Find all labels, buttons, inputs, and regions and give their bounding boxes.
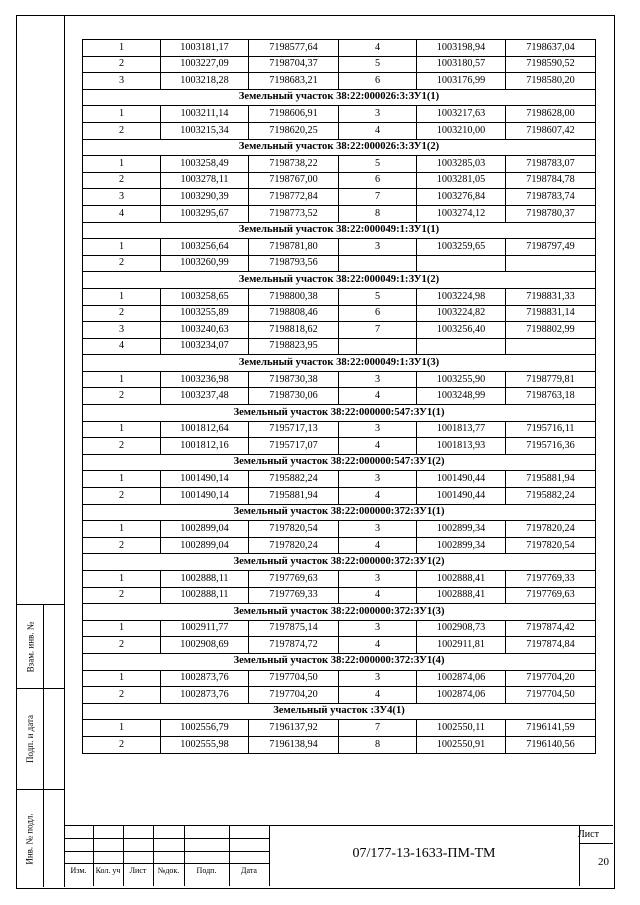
table-cell: 3 (83, 73, 161, 90)
table-cell: 1001490,44 (417, 471, 506, 488)
table-cell: 7 (339, 322, 417, 339)
table-row (83, 587, 596, 604)
table-cell: 1002556,79 (161, 720, 249, 737)
table-cell: 7198704,37 (249, 56, 339, 73)
section-title: Земельный участок 38:22:000000:372:ЗУ1(4) (83, 653, 596, 670)
section-header-row (83, 89, 596, 106)
table-cell: 1003256,64 (161, 239, 249, 256)
table-cell: 7198590,52 (506, 56, 596, 73)
table-cell: 1003281,05 (417, 172, 506, 189)
table-cell: 7197820,54 (249, 521, 339, 538)
table-cell: 1003255,90 (417, 371, 506, 388)
table-cell (417, 338, 506, 355)
table-row (83, 670, 596, 687)
table-cell: 1 (83, 239, 161, 256)
document-code: 07/177-13-1633-ПМ-ТМ (352, 846, 496, 861)
replace-inv-label: Взам. инв. № (25, 621, 35, 672)
table-row (83, 156, 596, 173)
table-cell: 4 (339, 40, 417, 57)
table-cell: 5 (339, 56, 417, 73)
table-cell: 7198779,81 (506, 371, 596, 388)
table-cell: 1 (83, 521, 161, 538)
table-cell: 7198767,00 (249, 172, 339, 189)
table-cell: 1001812,64 (161, 421, 249, 438)
section-header-row (83, 604, 596, 621)
table-cell: 4 (339, 488, 417, 505)
table-row (83, 172, 596, 189)
table-cell: 1002908,73 (417, 620, 506, 637)
table-cell: 4 (339, 587, 417, 604)
signature-label: Подп. (196, 866, 217, 875)
table-cell: 3 (339, 521, 417, 538)
table-row (83, 388, 596, 405)
table-cell: 2 (83, 305, 161, 322)
table-row (83, 40, 596, 57)
table-cell: 1002550,91 (417, 736, 506, 753)
table-cell: 4 (83, 338, 161, 355)
table-cell: 2 (83, 587, 161, 604)
table-cell: 8 (339, 205, 417, 222)
table-cell: 7198730,38 (249, 371, 339, 388)
table-cell: 2 (83, 488, 161, 505)
table-cell: 7198823,95 (249, 338, 339, 355)
table-cell: 2 (83, 438, 161, 455)
count-label: Кол. уч (95, 866, 121, 875)
table-cell: 1003198,94 (417, 40, 506, 57)
table-cell: 7 (339, 189, 417, 206)
table-cell: 1003255,89 (161, 305, 249, 322)
section-title: Земельный участок 38:22:000026:3:ЗУ1(2) (83, 139, 596, 156)
table-row (83, 371, 596, 388)
table-cell: 1002874,06 (417, 687, 506, 704)
section-title: Земельный участок 38:22:000000:372:ЗУ1(2) (83, 554, 596, 571)
table-cell: 1003278,11 (161, 172, 249, 189)
table-cell: 1003295,67 (161, 205, 249, 222)
table-cell (417, 255, 506, 272)
table-row (83, 322, 596, 339)
table-cell: 3 (83, 189, 161, 206)
table-cell: 3 (339, 421, 417, 438)
section-title: Земельный участок :ЗУ4(1) (83, 703, 596, 720)
section-title: Земельный участок 38:22:000000:372:ЗУ1(3) (83, 604, 596, 621)
section-header-row (83, 703, 596, 720)
table-cell: 7198607,42 (506, 122, 596, 139)
table-cell: 1002874,06 (417, 670, 506, 687)
table-cell: 3 (339, 471, 417, 488)
table-cell: 7197704,50 (249, 670, 339, 687)
table-cell: 7198763,18 (506, 388, 596, 405)
table-cell: 4 (339, 537, 417, 554)
table-cell: 7198620,25 (249, 122, 339, 139)
section-title: Земельный участок 38:22:000049:1:ЗУ1(1) (83, 222, 596, 239)
table-cell: 4 (339, 687, 417, 704)
sign-date-label: Подп. и дата (25, 714, 35, 764)
table-cell: 1002888,41 (417, 571, 506, 588)
section-header-row (83, 222, 596, 239)
table-row (83, 122, 596, 139)
table-row (83, 421, 596, 438)
table-cell: 6 (339, 172, 417, 189)
table-cell: 1002911,77 (161, 620, 249, 637)
table-cell: 1002908,69 (161, 637, 249, 654)
table-cell: 3 (339, 106, 417, 123)
table-cell: 1001490,14 (161, 471, 249, 488)
table-cell: 1 (83, 156, 161, 173)
table-row (83, 338, 596, 355)
table-cell: 7195716,11 (506, 421, 596, 438)
table-row (83, 56, 596, 73)
table-cell: 1002899,04 (161, 521, 249, 538)
table-cell: 1001813,93 (417, 438, 506, 455)
table-cell: 1003180,57 (417, 56, 506, 73)
table-row (83, 205, 596, 222)
table-cell: 2 (83, 172, 161, 189)
section-title: Земельный участок 38:22:000049:1:ЗУ1(3) (83, 355, 596, 372)
replace-inv-cell (16, 604, 64, 688)
table-row (83, 620, 596, 637)
section-title: Земельный участок 38:22:000000:547:ЗУ1(2) (83, 454, 596, 471)
table-cell: 7198808,46 (249, 305, 339, 322)
table-cell: 2 (83, 56, 161, 73)
table-row (83, 106, 596, 123)
table-cell (339, 338, 417, 355)
table-cell: 7198772,84 (249, 189, 339, 206)
table-cell: 1 (83, 288, 161, 305)
section-title: Земельный участок 38:22:000026:3:ЗУ1(1) (83, 89, 596, 106)
section-header-row (83, 504, 596, 521)
table-cell: 1003181,17 (161, 40, 249, 57)
table-cell: 1003248,99 (417, 388, 506, 405)
table-cell: 5 (339, 288, 417, 305)
table-row (83, 305, 596, 322)
section-header-row (83, 355, 596, 372)
section-title: Земельный участок 38:22:000000:547:ЗУ1(1) (83, 405, 596, 422)
table-cell: 2 (83, 255, 161, 272)
table-cell: 7198793,56 (249, 255, 339, 272)
section-title: Земельный участок 38:22:000000:372:ЗУ1(1) (83, 504, 596, 521)
table-cell: 7198773,52 (249, 205, 339, 222)
table-cell: 1002888,41 (417, 587, 506, 604)
table-cell: 1003260,99 (161, 255, 249, 272)
table-cell: 7198783,74 (506, 189, 596, 206)
table-row (83, 288, 596, 305)
section-header-row (83, 272, 596, 289)
table-cell: 7195717,13 (249, 421, 339, 438)
table-cell (339, 255, 417, 272)
table-cell: 3 (83, 322, 161, 339)
table-cell: 1003236,98 (161, 371, 249, 388)
table-cell: 1002888,11 (161, 571, 249, 588)
table-cell: 3 (339, 371, 417, 388)
table-cell: 7197704,50 (506, 687, 596, 704)
table-cell: 2 (83, 388, 161, 405)
table-cell: 3 (339, 571, 417, 588)
table-cell: 1002899,34 (417, 521, 506, 538)
sheet-number: 20 (598, 856, 609, 868)
table-cell: 1003210,00 (417, 122, 506, 139)
table-cell: 7198637,04 (506, 40, 596, 57)
table-row (83, 189, 596, 206)
table-cell: 1001490,14 (161, 488, 249, 505)
table-cell: 7195716,36 (506, 438, 596, 455)
table-cell: 7197704,20 (506, 670, 596, 687)
table-cell: 2 (83, 637, 161, 654)
table-cell: 1003258,49 (161, 156, 249, 173)
table-cell: 1 (83, 720, 161, 737)
table-cell: 1002873,76 (161, 670, 249, 687)
table-cell: 1 (83, 471, 161, 488)
table-cell: 4 (339, 438, 417, 455)
table-cell: 7196138,94 (249, 736, 339, 753)
table-cell: 4 (83, 205, 161, 222)
table-cell: 1003217,63 (417, 106, 506, 123)
table-cell: 8 (339, 736, 417, 753)
table-cell: 6 (339, 73, 417, 90)
table-cell: 1 (83, 106, 161, 123)
sign-date-cell (16, 688, 64, 789)
table-row (83, 471, 596, 488)
table-cell: 7197704,20 (249, 687, 339, 704)
table-cell: 3 (339, 620, 417, 637)
table-cell: 1001490,44 (417, 488, 506, 505)
orig-inv-label: Инв. № подл. (25, 812, 35, 865)
sheet-label: Лист (578, 829, 599, 840)
table-cell: 4 (339, 388, 417, 405)
table-cell: 7198797,49 (506, 239, 596, 256)
table-cell: 1003237,48 (161, 388, 249, 405)
section-header-row (83, 653, 596, 670)
table-cell: 1003218,28 (161, 73, 249, 90)
table-cell: 7198780,37 (506, 205, 596, 222)
table-cell: 4 (339, 637, 417, 654)
table-cell: 1 (83, 670, 161, 687)
table-cell: 7196140,56 (506, 736, 596, 753)
section-header-row (83, 139, 596, 156)
table-cell: 7198818,62 (249, 322, 339, 339)
table-cell: 7197874,72 (249, 637, 339, 654)
table-cell: 1003224,82 (417, 305, 506, 322)
table-cell: 1 (83, 40, 161, 57)
table-cell: 7198802,99 (506, 322, 596, 339)
table-cell: 7198784,78 (506, 172, 596, 189)
table-cell: 7198783,07 (506, 156, 596, 173)
table-cell: 7195881,94 (249, 488, 339, 505)
table-cell: 4 (339, 122, 417, 139)
table-cell (506, 338, 596, 355)
table-cell: 1001812,16 (161, 438, 249, 455)
table-row (83, 637, 596, 654)
table-cell: 7197820,24 (506, 521, 596, 538)
table-cell: 7198831,14 (506, 305, 596, 322)
table-cell: 1002911,81 (417, 637, 506, 654)
table-cell: 1003259,65 (417, 239, 506, 256)
table-row (83, 736, 596, 753)
table-cell: 1002873,76 (161, 687, 249, 704)
table-cell: 1003274,12 (417, 205, 506, 222)
table-cell: 2 (83, 687, 161, 704)
table-cell: 7197769,63 (249, 571, 339, 588)
table-cell: 1003227,09 (161, 56, 249, 73)
table-cell: 1003215,34 (161, 122, 249, 139)
table-cell: 1003234,07 (161, 338, 249, 355)
table-cell: 1002899,04 (161, 537, 249, 554)
table-cell: 7197820,54 (506, 537, 596, 554)
table-cell: 2 (83, 537, 161, 554)
coordinates-table (82, 39, 596, 754)
table-cell: 7198580,20 (506, 73, 596, 90)
table-cell: 7197820,24 (249, 537, 339, 554)
table-row (83, 488, 596, 505)
table-cell: 7198628,00 (506, 106, 596, 123)
table-row (83, 438, 596, 455)
table-cell: 1003224,98 (417, 288, 506, 305)
coordinates-table-body (83, 40, 596, 754)
table-cell: 7197874,84 (506, 637, 596, 654)
table-cell: 3 (339, 670, 417, 687)
date-label: Дата (241, 866, 257, 875)
table-cell: 7195881,94 (506, 471, 596, 488)
table-cell: 1 (83, 571, 161, 588)
rev-label: Изм. (70, 866, 87, 875)
table-cell: 1002899,34 (417, 537, 506, 554)
table-cell (506, 255, 596, 272)
table-cell: 7197769,33 (506, 571, 596, 588)
title-block (64, 825, 613, 887)
table-cell: 1 (83, 620, 161, 637)
table-cell: 6 (339, 305, 417, 322)
left-margin-stamp (16, 604, 64, 887)
table-row (83, 521, 596, 538)
table-row (83, 255, 596, 272)
table-cell: 7198606,91 (249, 106, 339, 123)
table-cell: 1 (83, 421, 161, 438)
doc-no-label: №док. (157, 866, 180, 875)
table-cell: 3 (339, 239, 417, 256)
orig-inv-cell (16, 789, 64, 887)
table-cell: 7197769,33 (249, 587, 339, 604)
section-header-row (83, 554, 596, 571)
table-cell: 1001813,77 (417, 421, 506, 438)
table-cell: 7197875,14 (249, 620, 339, 637)
table-cell: 1003285,03 (417, 156, 506, 173)
table-cell: 7196137,92 (249, 720, 339, 737)
table-cell: 1002550,11 (417, 720, 506, 737)
table-cell: 7 (339, 720, 417, 737)
table-cell: 7197874,42 (506, 620, 596, 637)
table-cell: 1003211,14 (161, 106, 249, 123)
table-cell: 2 (83, 736, 161, 753)
table-row (83, 720, 596, 737)
section-header-row (83, 405, 596, 422)
table-cell: 7195717,07 (249, 438, 339, 455)
table-cell: 1003276,84 (417, 189, 506, 206)
table-cell: 7196141,59 (506, 720, 596, 737)
table-cell: 1002555,98 (161, 736, 249, 753)
table-row (83, 571, 596, 588)
table-row (83, 687, 596, 704)
table-row (83, 73, 596, 90)
table-cell: 1003176,99 (417, 73, 506, 90)
table-cell: 7198781,80 (249, 239, 339, 256)
table-cell: 7195882,24 (506, 488, 596, 505)
table-row (83, 239, 596, 256)
table-cell: 7198831,33 (506, 288, 596, 305)
sheet-col-label: Лист (129, 866, 147, 875)
table-cell: 1003240,63 (161, 322, 249, 339)
table-cell: 1003256,40 (417, 322, 506, 339)
table-cell: 2 (83, 122, 161, 139)
table-cell: 1003258,65 (161, 288, 249, 305)
table-cell: 7198683,21 (249, 73, 339, 90)
table-cell: 7198800,38 (249, 288, 339, 305)
table-cell: 7198730,06 (249, 388, 339, 405)
table-cell: 7195882,24 (249, 471, 339, 488)
table-cell: 1002888,11 (161, 587, 249, 604)
table-row (83, 537, 596, 554)
table-cell: 7198577,64 (249, 40, 339, 57)
table-cell: 1003290,39 (161, 189, 249, 206)
section-header-row (83, 454, 596, 471)
section-title: Земельный участок 38:22:000049:1:ЗУ1(2) (83, 272, 596, 289)
table-cell: 7198738,22 (249, 156, 339, 173)
table-cell: 7197769,63 (506, 587, 596, 604)
table-cell: 5 (339, 156, 417, 173)
table-cell: 1 (83, 371, 161, 388)
